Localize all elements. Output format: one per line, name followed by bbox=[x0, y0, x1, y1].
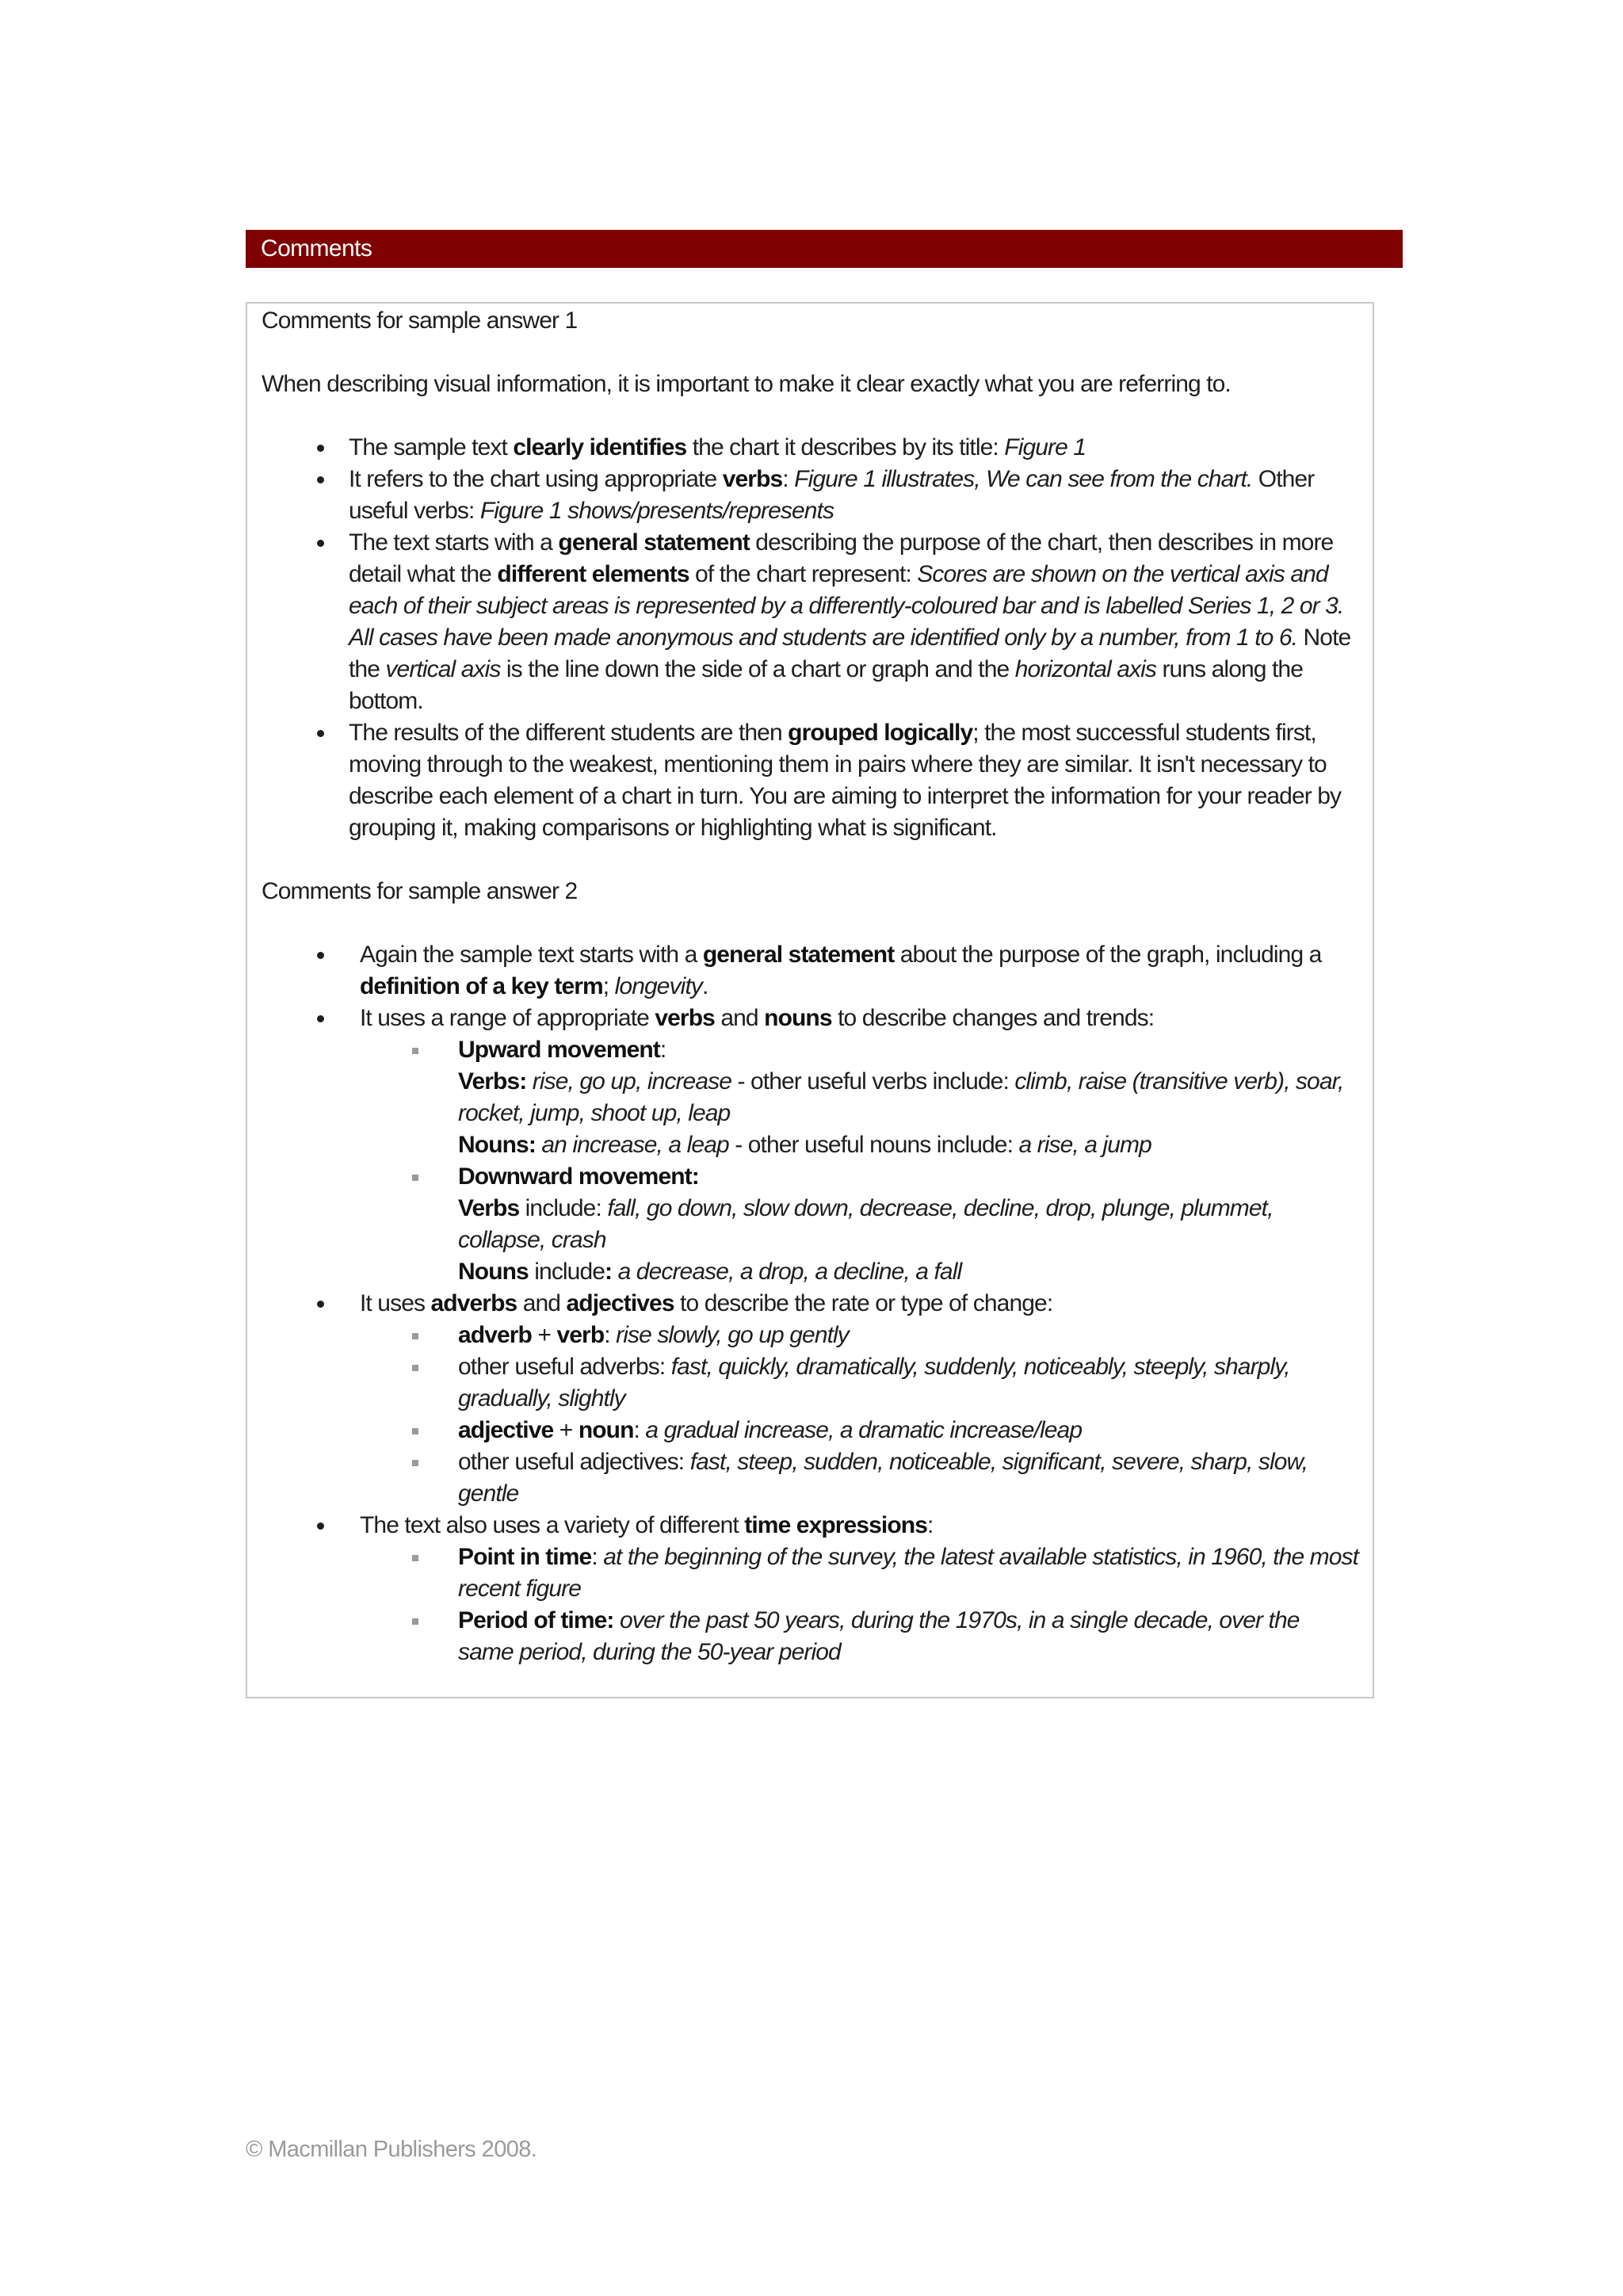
italic-text: rise slowly, go up gently bbox=[616, 1322, 849, 1348]
text: include: bbox=[519, 1195, 608, 1221]
bold-text: Verbs: bbox=[458, 1068, 527, 1095]
square-bullet bbox=[412, 1048, 418, 1054]
square-bullet bbox=[412, 1333, 418, 1339]
text: + bbox=[553, 1417, 579, 1443]
text: Again the sample text starts with a bbox=[360, 942, 703, 968]
text: The text starts with a bbox=[349, 529, 559, 556]
list-item bbox=[262, 939, 1360, 1003]
italic-text: over the past 50 years, during the 1970s, in a single decade, over the same period, during the 50-year period bbox=[458, 1607, 1300, 1665]
italic-text: a decrease, a drop, a decline, a fall bbox=[612, 1259, 962, 1285]
text: Other useful verbs: bbox=[349, 466, 1315, 524]
list-item bbox=[262, 464, 1360, 527]
answer1-list bbox=[262, 432, 1360, 844]
square-bullet bbox=[412, 1555, 418, 1561]
sublist bbox=[360, 1320, 1360, 1510]
text: : bbox=[633, 1417, 646, 1443]
square-bullet bbox=[412, 1175, 418, 1181]
answer2-heading: Comments for sample answer 2 bbox=[262, 878, 578, 904]
italic-text: rise, go up, increase bbox=[526, 1068, 732, 1095]
bold-text: Downward movement: bbox=[458, 1163, 699, 1190]
text: to describe changes and trends: bbox=[831, 1005, 1155, 1031]
text: other useful adverbs: bbox=[458, 1354, 671, 1380]
text: : bbox=[604, 1322, 617, 1348]
italic-text: Figure 1 bbox=[1004, 434, 1086, 460]
italic-text: at the beginning of the survey, the latest available statistics, in 1960, the most recent figure bbox=[458, 1544, 1359, 1602]
text: - other useful nouns include: bbox=[728, 1132, 1019, 1158]
spacer bbox=[262, 400, 1360, 432]
text: - other useful verbs include: bbox=[731, 1068, 1015, 1095]
text: include bbox=[528, 1259, 605, 1285]
list-item bbox=[262, 432, 1360, 464]
spacer bbox=[262, 844, 1360, 876]
square-bullet bbox=[412, 1618, 418, 1625]
spacer bbox=[262, 337, 1360, 369]
text bbox=[614, 1607, 620, 1633]
bold-text: Period of time: bbox=[458, 1607, 614, 1633]
bold-text: Verbs bbox=[458, 1195, 520, 1221]
italic-text: longevity bbox=[614, 973, 702, 999]
text: describing the purpose of the chart, then describes in more detail what the bbox=[349, 529, 1334, 587]
bullet-dot bbox=[317, 952, 324, 959]
bold-text: adjective bbox=[458, 1417, 554, 1443]
text: It uses bbox=[360, 1290, 431, 1316]
text: It uses a range of appropriate bbox=[360, 1005, 655, 1031]
comments-banner bbox=[246, 230, 1403, 268]
answer1-intro: When describing visual information, it is important to make it clear exactly what you are referring to. bbox=[262, 371, 1231, 397]
sublist-item bbox=[360, 1351, 1360, 1415]
square-bullet bbox=[412, 1365, 418, 1371]
bold-text: verb bbox=[556, 1322, 605, 1348]
text: other useful adjectives: bbox=[458, 1449, 690, 1475]
italic-text: climb, raise (transitive verb), soar, rocket, jump, shoot up, leap bbox=[458, 1068, 1344, 1126]
bullet-dot bbox=[317, 476, 324, 483]
copyright-footer: © Macmillan Publishers 2008. bbox=[246, 2137, 537, 2162]
bold-text: Point in time bbox=[458, 1544, 592, 1570]
italic-text: Figure 1 illustrates, We can see from the chart. bbox=[794, 466, 1253, 492]
bullet-dot bbox=[317, 540, 324, 547]
sublist bbox=[360, 1034, 1360, 1288]
text: + bbox=[531, 1322, 557, 1348]
text: : bbox=[926, 1512, 934, 1538]
text: ; the most successful students first, moving through to the weakest, mentioning them in pairs where they are similar. It isn't necessary to describe each element of a chart in turn. You are aiming to interpret the information for your reader by grouping it, making comparisons or highlighting what is significant. bbox=[349, 720, 1342, 841]
sublist-item bbox=[360, 1605, 1360, 1668]
text: the chart it describes by its title: bbox=[686, 434, 1005, 460]
italic-text: horizontal axis bbox=[1014, 656, 1157, 682]
bold-text: Nouns bbox=[458, 1259, 529, 1285]
sublist bbox=[360, 1541, 1360, 1668]
text: Note the bbox=[349, 625, 1351, 682]
italic-text: a gradual increase, a dramatic increase/leap bbox=[645, 1417, 1083, 1443]
sublist-item bbox=[360, 1034, 1360, 1161]
bold-text: definition of a key term bbox=[360, 973, 603, 999]
list-item bbox=[262, 1510, 1360, 1668]
text: The results of the different students are then bbox=[349, 720, 789, 746]
italic-text: fast, steep, sudden, noticeable, significant, severe, sharp, slow, gentle bbox=[458, 1449, 1308, 1507]
text: It refers to the chart using appropriate bbox=[349, 466, 723, 492]
text: and bbox=[714, 1005, 765, 1031]
bold-text: noun bbox=[578, 1417, 634, 1443]
bold-text: general statement bbox=[558, 529, 750, 556]
bold-text: general statement bbox=[702, 942, 895, 968]
sublist-item bbox=[360, 1320, 1360, 1351]
bold-text: nouns bbox=[764, 1005, 832, 1031]
square-bullet bbox=[412, 1428, 418, 1435]
bold-text: verbs bbox=[722, 466, 783, 492]
italic-text: Scores are shown on the vertical axis and each of their subject areas is represented by a differently-coloured bar and is labelled Series 1, 2 or 3. All cases have been made anonymous and students are identified only by a number, from 1 to 6. bbox=[349, 561, 1344, 651]
italic-text: an increase, a leap bbox=[535, 1132, 729, 1158]
bold-text: adjectives bbox=[566, 1290, 674, 1316]
bullet-dot bbox=[317, 1301, 324, 1308]
bold-text: adverb bbox=[458, 1322, 532, 1348]
text: : bbox=[659, 1037, 666, 1063]
text: : bbox=[782, 466, 795, 492]
sublist-item bbox=[360, 1446, 1360, 1510]
banner-title: Comments bbox=[261, 235, 372, 262]
bold-text: clearly identifies bbox=[513, 434, 687, 460]
answer2-list bbox=[262, 939, 1360, 1668]
text: and bbox=[517, 1290, 567, 1316]
text: to describe the rate or type of change: bbox=[674, 1290, 1053, 1316]
italic-text: fast, quickly, dramatically, suddenly, noticeably, steeply, sharply, gradually, slightly bbox=[458, 1354, 1290, 1412]
spacer bbox=[262, 907, 1360, 939]
bold-text: : bbox=[605, 1259, 613, 1285]
italic-text: vertical axis bbox=[385, 656, 501, 682]
text: The text also uses a variety of different bbox=[360, 1512, 745, 1538]
bold-text: different elements bbox=[497, 561, 689, 587]
square-bullet bbox=[412, 1460, 418, 1466]
list-item bbox=[262, 527, 1360, 717]
bullet-dot bbox=[317, 730, 324, 737]
bold-text: time expressions bbox=[744, 1512, 927, 1538]
text: : bbox=[591, 1544, 604, 1570]
comments-box bbox=[246, 302, 1374, 1698]
bold-text: Nouns: bbox=[458, 1132, 536, 1158]
text: about the purpose of the graph, including a bbox=[894, 942, 1322, 968]
bold-text: Upward movement bbox=[458, 1037, 660, 1063]
italic-text: a rise, a jump bbox=[1018, 1132, 1151, 1158]
italic-text: fall, go down, slow down, decrease, decline, drop, plunge, plummet, collapse, crash bbox=[458, 1195, 1274, 1253]
bold-text: grouped logically bbox=[788, 720, 973, 746]
bullet-dot bbox=[317, 445, 324, 452]
sublist-item bbox=[360, 1415, 1360, 1446]
bold-text: verbs bbox=[655, 1005, 715, 1031]
list-item bbox=[262, 717, 1360, 844]
text: of the chart represent: bbox=[689, 561, 918, 587]
answer1-heading: Comments for sample answer 1 bbox=[262, 308, 578, 334]
sublist-item bbox=[360, 1541, 1360, 1605]
text: . bbox=[701, 973, 708, 999]
bullet-dot bbox=[317, 1522, 324, 1530]
list-item bbox=[262, 1003, 1360, 1288]
text: runs along the bottom. bbox=[349, 656, 1303, 714]
bullet-dot bbox=[317, 1015, 324, 1022]
text: The sample text bbox=[349, 434, 514, 460]
text: is the line down the side of a chart or graph and the bbox=[500, 656, 1015, 682]
bold-text: adverbs bbox=[430, 1290, 517, 1316]
sublist-item bbox=[360, 1161, 1360, 1288]
text: ; bbox=[602, 973, 615, 999]
italic-text: Figure 1 shows/presents/represents bbox=[479, 498, 834, 524]
list-item bbox=[262, 1288, 1360, 1510]
